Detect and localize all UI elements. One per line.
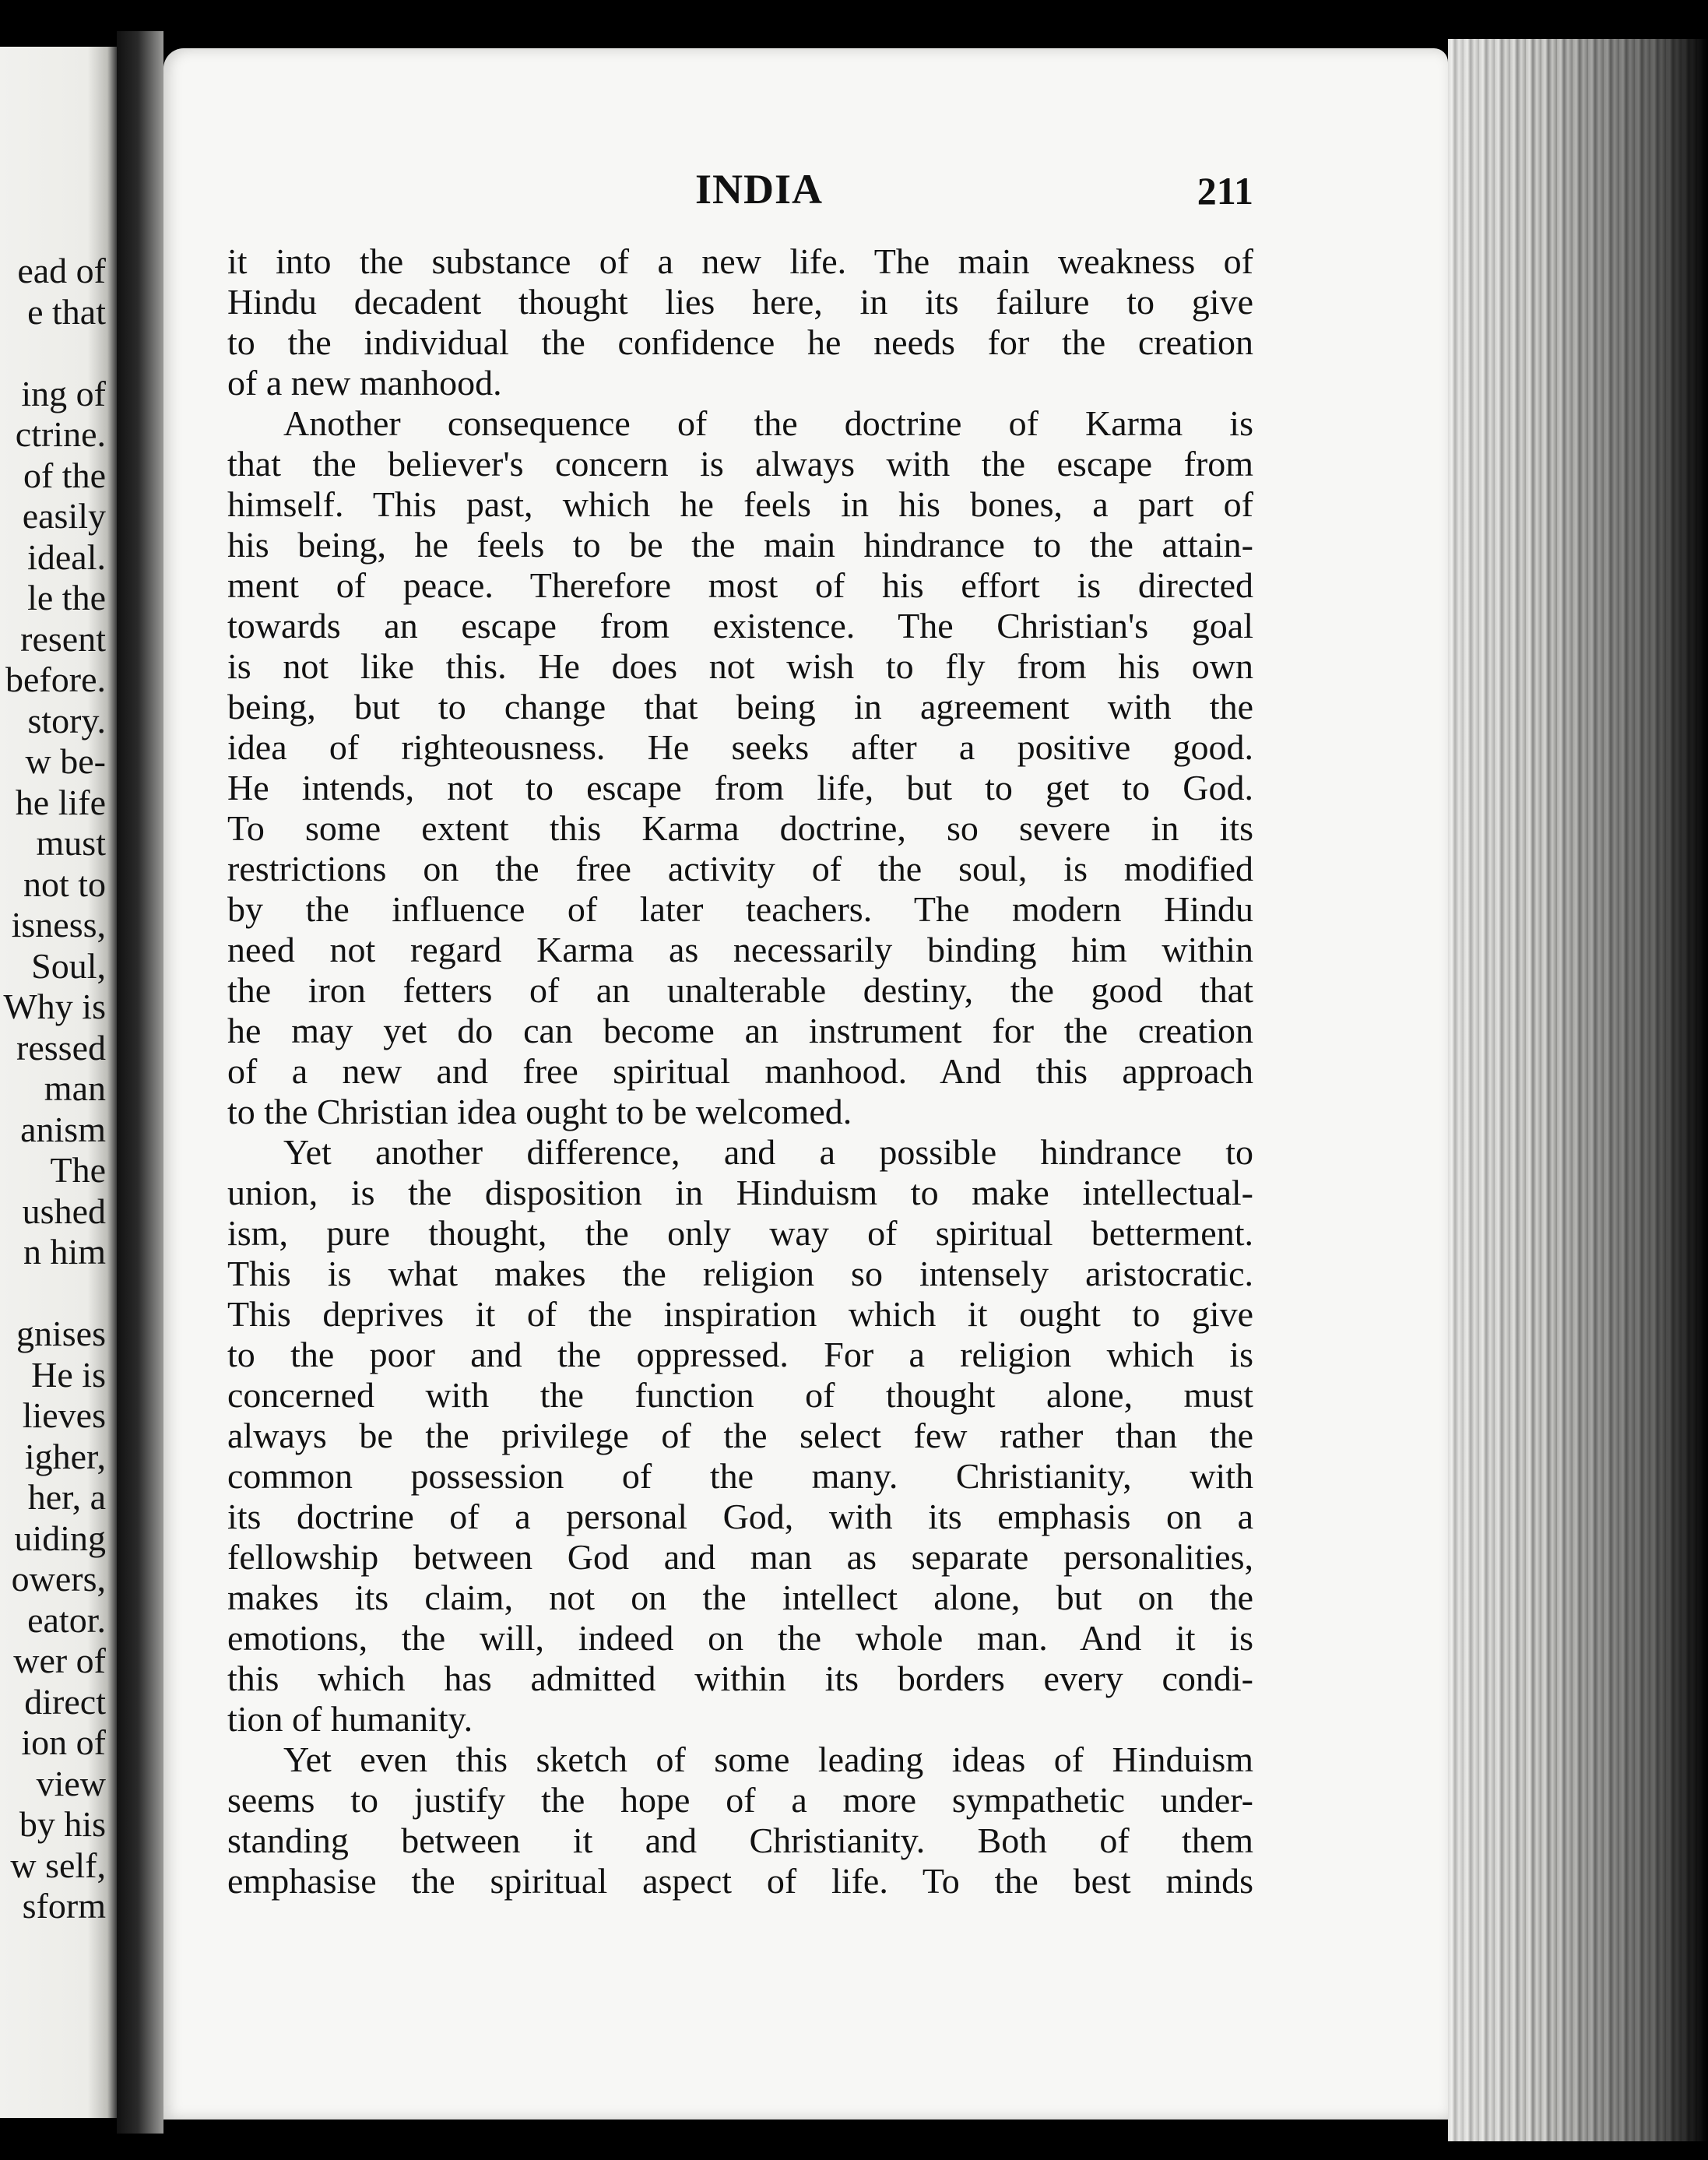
previous-page-line-fragment: isness, [11, 905, 106, 945]
text-line: his being, he feels to be the main hindrance to the attain- [227, 525, 1253, 565]
book-page [163, 48, 1448, 2120]
text-line: standing between it and Christianity. Both of them [227, 1821, 1253, 1860]
text-line: common possession of the many. Christianity, with [227, 1456, 1253, 1496]
previous-page-line-fragment: story. [27, 700, 106, 741]
previous-page-line-fragment: He is [31, 1354, 106, 1395]
previous-page-line-fragment: of the [23, 455, 106, 495]
previous-page-line-fragment: man [44, 1068, 106, 1108]
text-line: always be the privilege of the select few rather than the [227, 1416, 1253, 1455]
text-line: Another consequence of the doctrine of Karma is [283, 403, 1253, 443]
text-line: This is what makes the religion so intensely aristocratic. [227, 1254, 1253, 1293]
previous-page-line-fragment: w self, [10, 1845, 106, 1885]
text-line: idea of righteousness. He seeks after a positive good. [227, 727, 1253, 767]
text-line: towards an escape from existence. The Christian's goal [227, 606, 1253, 646]
text-line: to the individual the confidence he needs for the creation [227, 322, 1253, 362]
previous-page-line-fragment: igher, [24, 1436, 106, 1476]
page-edge-shadow [1448, 39, 1708, 2141]
previous-page-line-fragment: before. [5, 660, 106, 699]
text-line: tion of humanity. [227, 1699, 473, 1739]
previous-page-line-fragment: resent [20, 618, 106, 659]
previous-page-line-fragment: The [50, 1150, 106, 1190]
previous-page-line-fragment: uiding [14, 1518, 106, 1558]
text-line: concerned with the function of thought alone, must [227, 1375, 1253, 1415]
previous-page-line-fragment: lieves [22, 1395, 106, 1435]
previous-page-line-fragment: Soul, [31, 945, 106, 986]
text-line: to the poor and the oppressed. For a religion which is [227, 1335, 1253, 1374]
previous-page-line-fragment: sform [22, 1886, 106, 1926]
page-number: 211 [1197, 169, 1253, 213]
text-line: need not regard Karma as necessarily binding him within [227, 930, 1253, 969]
text-line: to the Christian idea ought to be welcomed. [227, 1092, 852, 1131]
text-line: this which has admitted within its borders every condi- [227, 1659, 1253, 1698]
previous-page-line-fragment: n him [23, 1232, 106, 1272]
text-line: makes its claim, not on the intellect alone, but on the [227, 1578, 1253, 1617]
previous-page-line-fragment: ideal. [27, 536, 106, 577]
text-line: by the influence of later teachers. The modern Hindu [227, 889, 1253, 929]
text-line: that the believer's concern is always with the escape from [227, 444, 1253, 484]
text-line: emotions, the will, indeed on the whole man. And it is [227, 1618, 1253, 1658]
previous-page-line-fragment: owers, [11, 1559, 106, 1599]
previous-page-line-fragment: must [36, 823, 106, 863]
previous-page-line-fragment: her, a [27, 1477, 106, 1517]
previous-page-line-fragment: by his [19, 1804, 106, 1844]
previous-page-line-fragment: view [36, 1763, 106, 1803]
text-line: seems to justify the hope of a more sympathetic under- [227, 1780, 1253, 1820]
previous-page-line-fragment: ead of [17, 251, 106, 290]
text-line: its doctrine of a personal God, with its emphasis on a [227, 1497, 1253, 1536]
text-line: he may yet do can become an instrument for the creation [227, 1011, 1253, 1050]
page-body-text [227, 241, 1253, 1901]
previous-page-line-fragment: ing of [21, 373, 106, 413]
text-line: ism, pure thought, the only way of spiritual betterment. [227, 1213, 1253, 1253]
running-head [163, 165, 1448, 220]
text-line: This deprives it of the inspiration which it ought to give [227, 1294, 1253, 1334]
text-line: being, but to change that being in agreement with the [227, 687, 1253, 726]
text-line: ment of peace. Therefore most of his effort is directed [227, 565, 1253, 605]
text-line: is not like this. He does not wish to fly from his own [227, 646, 1253, 686]
previous-page-line-fragment: le the [27, 578, 106, 617]
previous-page-line-fragment: ion of [21, 1722, 106, 1762]
previous-page-line-fragment: not to [23, 864, 106, 904]
previous-page-line-fragment: ctrine. [15, 414, 106, 454]
previous-page-line-fragment: he life [15, 782, 106, 822]
previous-page-line-fragment: anism [20, 1109, 106, 1149]
previous-page-line-fragment: eator. [27, 1599, 106, 1640]
previous-page-line-fragment: gnises [16, 1314, 106, 1353]
text-line: He intends, not to escape from life, but to get to God. [227, 768, 1253, 807]
text-line: To some extent this Karma doctrine, so severe in its [227, 808, 1253, 848]
previous-page-fragment [0, 47, 117, 2118]
text-line: Hindu decadent thought lies here, in its failure to give [227, 282, 1253, 322]
page-block-edges [1448, 39, 1708, 2141]
text-line: restrictions on the free activity of the soul, is modified [227, 849, 1253, 888]
previous-page-line-fragment: direct [24, 1681, 106, 1722]
text-line: the iron fetters of an unalterable destiny, the good that [227, 970, 1253, 1010]
text-line: Yet another difference, and a possible hindrance to [283, 1132, 1253, 1172]
book-gutter [117, 31, 163, 2134]
previous-page-line-fragment: ressed [16, 1027, 106, 1068]
previous-page-line-fragment: Why is [3, 987, 106, 1026]
text-line: fellowship between God and man as separate personalities, [227, 1537, 1253, 1577]
text-line: of a new and free spiritual manhood. And this approach [227, 1051, 1253, 1091]
previous-page-line-fragment: e that [27, 291, 106, 332]
text-line: Yet even this sketch of some leading ideas of Hinduism [283, 1740, 1253, 1779]
previous-page-line-fragment: wer of [13, 1641, 106, 1680]
previous-page-line-fragment: easily [22, 496, 106, 536]
running-title: INDIA [694, 166, 824, 213]
previous-page-line-fragment: w be- [25, 741, 106, 781]
text-line: himself. This past, which he feels in his bones, a part of [227, 484, 1253, 524]
text-line: of a new manhood. [227, 363, 502, 403]
previous-page-line-fragment: ushed [22, 1191, 106, 1231]
text-line: it into the substance of a new life. The main weakness of [227, 241, 1253, 281]
text-line: union, is the disposition in Hinduism to make intellectual- [227, 1173, 1253, 1212]
text-line: emphasise the spiritual aspect of life. To the best minds [227, 1861, 1253, 1901]
